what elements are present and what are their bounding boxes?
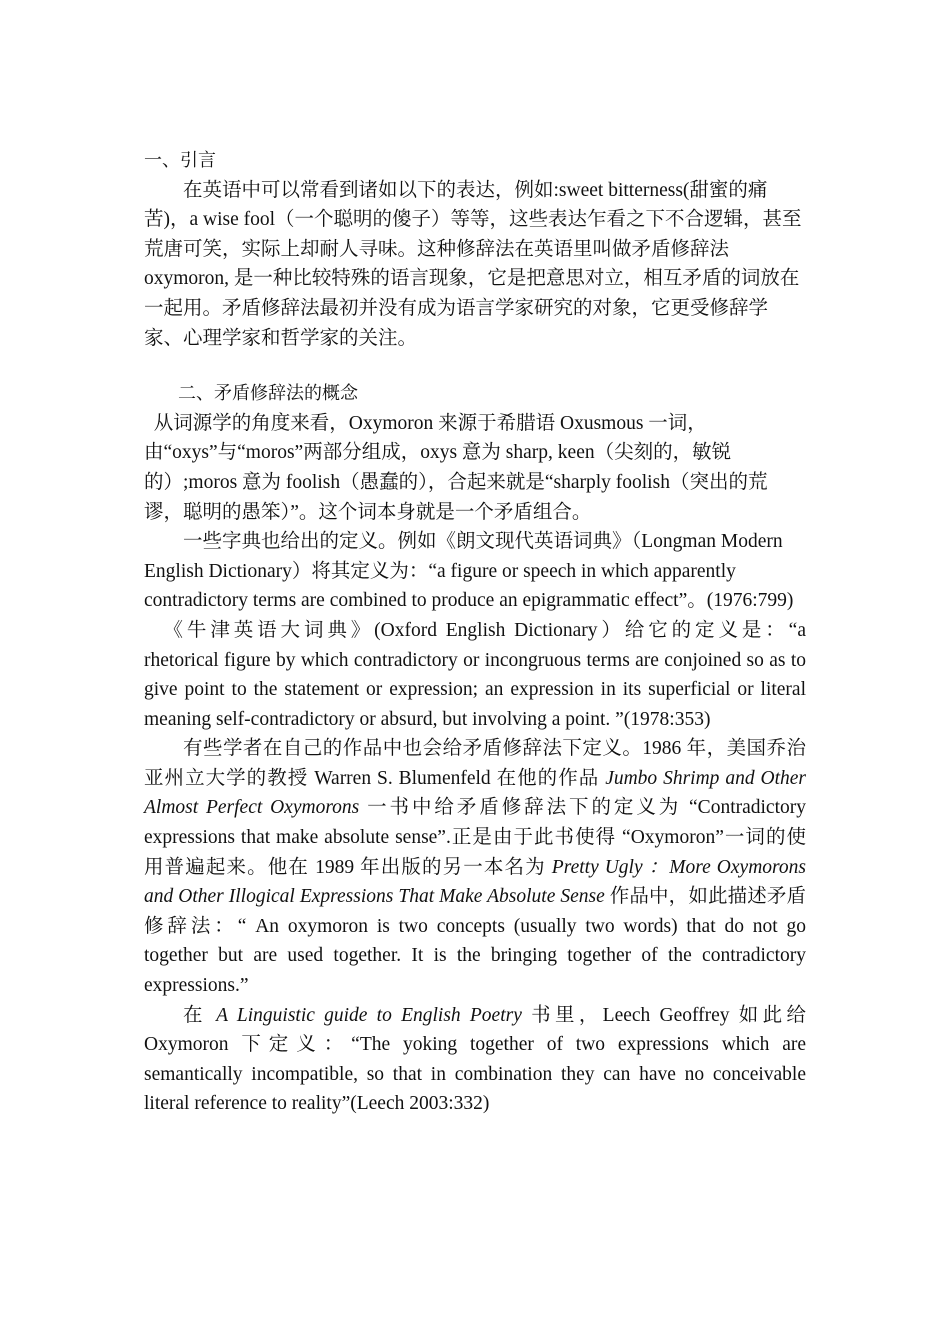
text-run: 有些学者在自己的作品中也会给矛盾修辞法下定义。1986 年，美国乔治亚州立大学的教授 Warren S. Blumenfeld 在他的作品: [144, 738, 806, 789]
paragraph-intro: 在英语中可以常看到诸如以下的表达，例如:sweet bitterness(甜蜜的痛苦)，a wise fool（一个聪明的傻子）等等，这些表达乍看之下不合逻辑，甚至荒唐可笑，实际上却耐人寻味。这种修辞法在英语里叫做矛盾修辞法 oxymoron, 是一种比较特殊的语言现象，它是把意思对立，相互矛盾的词放在一起用。矛盾修辞法最初并没有成为语言学家研究的对象，它更受修辞学家、心理学家和哲学家的关注。: [144, 179, 802, 349]
paragraph-etymology: 从词源学的角度来看，Oxymoron 来源于希腊语 Oxusmous 一词，由“oxys”与“moros”两部分组成，oxys 意为 sharp, keen（尖刻的，敏锐的）;moros 意为 foolish（愚蠢的），合起来就是“sharply foolish（突出的荒谬，聪明的愚笨）”。这个词本身就是一个矛盾组合。: [144, 412, 768, 523]
book-title-linguistic-guide: A Linguistic guide to English Poetry: [216, 1004, 522, 1026]
text-run: 在: [183, 1004, 217, 1026]
book-title-jumbo-shrimp: Jumbo Shrimp and Other Almost Perfect Oxymorons: [144, 767, 806, 819]
section-heading-concept: 二、矛盾修辞法的概念: [178, 383, 358, 405]
paragraph-oxford-definition: 《牛津英语大词典》(Oxford English Dictionary）给它的定义是：“a rhetorical figure by which contradictory or incongruous terms are conjoined so as to give point to the statement or expression; an expression in its superficial or literal meaning self-contradictory or absurd, but involving a point. ”(1978:353): [144, 619, 806, 730]
paragraph-longman-definition: 一些字典也给出的定义。例如《朗文现代英语词典》（Longman Modern English Dictionary）将其定义为：“a figure or speech in which apparently contradictory terms are combined to produce an epigrammatic effect”。(1976:799): [144, 531, 794, 612]
book-title-pretty-ugly: Pretty Ugly ：More Oxymorons and Other Illogical Expressions That Make Absolute Sense: [144, 856, 806, 908]
text-run: 书里，Leech Geoffrey 如此给 Oxymoron 下定义：“The yoking together of two expressions which are semantically incompatible, so that in combination they can have no conceivable literal reference to reality”(Leech 2003:332): [144, 1004, 806, 1115]
text-run: 一书中给矛盾修辞法下的定义为 “Contradictory expressions that make absolute sense”.正是由于此书使得 “Oxymoron”一词的使用普遍起来。他在 1989 年出版的另一本名为: [144, 797, 806, 878]
paragraph-leech-definition: [144, 1001, 806, 1119]
document-page: [144, 146, 806, 1119]
paragraph-blumenfeld-definition: [144, 734, 806, 1000]
section-heading-intro: 一、引言: [144, 150, 216, 171]
text-run: 作品中，如此描述矛盾修辞法：“ An oxymoron is two concepts (usually two words) that do not go together but are used together. It is the bringing together of the contradictory expressions.”: [144, 886, 806, 997]
